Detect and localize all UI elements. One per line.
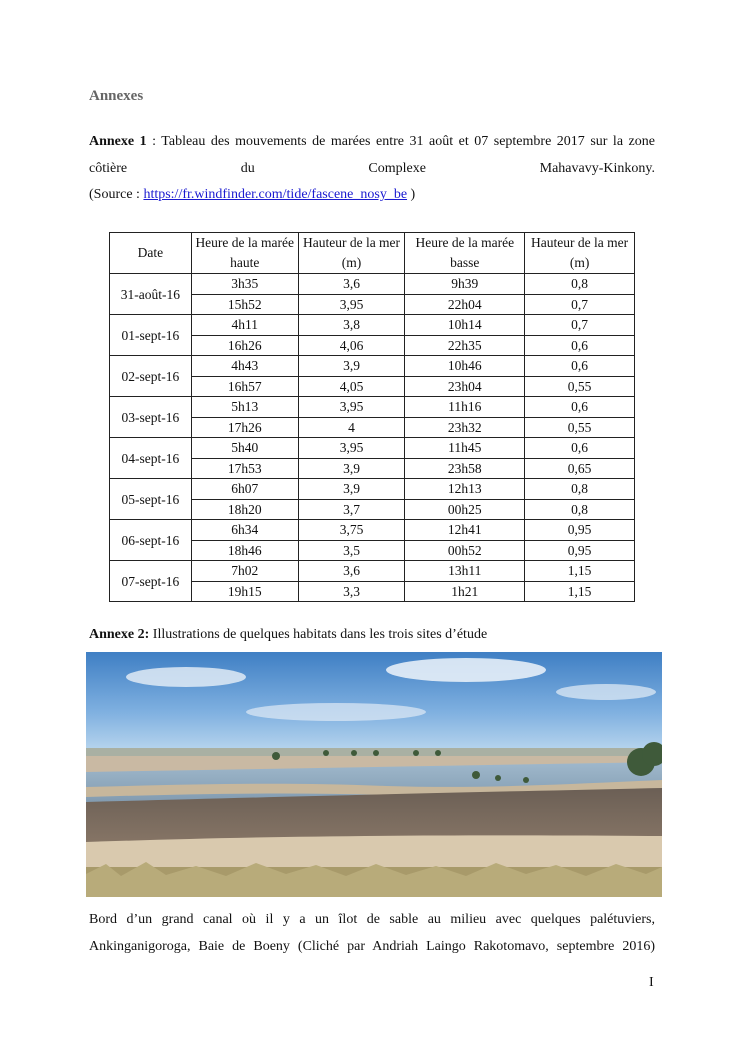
annex1-description: : Tableau des mouvements de marées entre 31 août et 07 septembre 2017 sur la zone côtière du Complexe Mahavavy-Kinkony. (89, 134, 655, 176)
date-cell: 01-sept-16 (110, 315, 192, 356)
low-tide-height-cell: 0,55 (525, 417, 635, 438)
low-tide-time-cell: 00h52 (405, 540, 525, 561)
table-row (110, 356, 635, 377)
high-tide-height-cell: 4 (298, 417, 405, 438)
low-tide-time-cell: 22h35 (405, 335, 525, 356)
low-tide-height-cell: 0,65 (525, 458, 635, 479)
high-tide-height-cell: 4,06 (298, 335, 405, 356)
date-cell: 05-sept-16 (110, 479, 192, 520)
source-suffix: ) (407, 187, 416, 202)
high-tide-time-cell: 17h26 (191, 417, 298, 438)
date-cell: 31-août-16 (110, 274, 192, 315)
low-tide-time-cell: 23h04 (405, 376, 525, 397)
low-tide-time-cell: 1h21 (405, 581, 525, 602)
header-high-tide-height: Hauteur de la mer (m) (298, 233, 405, 274)
header-date: Date (110, 233, 192, 274)
high-tide-height-cell: 3,9 (298, 458, 405, 479)
high-tide-height-cell: 3,95 (298, 397, 405, 418)
table-row (110, 315, 635, 336)
high-tide-height-cell: 3,95 (298, 438, 405, 459)
low-tide-time-cell: 11h16 (405, 397, 525, 418)
high-tide-height-cell: 3,8 (298, 315, 405, 336)
low-tide-time-cell: 13h11 (405, 561, 525, 582)
photo-caption: Bord d’un grand canal où il y a un îlot de sable au milieu avec quelques palétuviers, Ankinganigoroga, Baie de Boeny (Cliché par Andriah Laingo Rakotomavo, septembre 2016) (89, 912, 655, 954)
table-row (110, 520, 635, 541)
table-row (110, 561, 635, 582)
high-tide-time-cell: 6h07 (191, 479, 298, 500)
annex2-label: Annexe 2: (89, 627, 150, 642)
high-tide-height-cell: 3,7 (298, 499, 405, 520)
low-tide-time-cell: 23h58 (405, 458, 525, 479)
high-tide-time-cell: 16h26 (191, 335, 298, 356)
low-tide-height-cell: 0,8 (525, 274, 635, 295)
habitat-photo-illustration (86, 652, 662, 897)
low-tide-height-cell: 0,95 (525, 540, 635, 561)
low-tide-time-cell: 10h46 (405, 356, 525, 377)
habitat-photo (86, 652, 662, 897)
high-tide-time-cell: 4h11 (191, 315, 298, 336)
date-cell: 02-sept-16 (110, 356, 192, 397)
low-tide-time-cell: 9h39 (405, 274, 525, 295)
low-tide-height-cell: 0,8 (525, 499, 635, 520)
low-tide-height-cell: 0,6 (525, 438, 635, 459)
high-tide-height-cell: 3,75 (298, 520, 405, 541)
page-heading: Annexes (89, 88, 144, 104)
table-row (110, 274, 635, 295)
high-tide-time-cell: 19h15 (191, 581, 298, 602)
high-tide-time-cell: 18h20 (191, 499, 298, 520)
high-tide-time-cell: 4h43 (191, 356, 298, 377)
high-tide-time-cell: 3h35 (191, 274, 298, 295)
low-tide-time-cell: 10h14 (405, 315, 525, 336)
high-tide-time-cell: 7h02 (191, 561, 298, 582)
header-low-tide-height: Hauteur de la mer (m) (525, 233, 635, 274)
high-tide-time-cell: 17h53 (191, 458, 298, 479)
high-tide-time-cell: 16h57 (191, 376, 298, 397)
low-tide-time-cell: 12h13 (405, 479, 525, 500)
high-tide-time-cell: 15h52 (191, 294, 298, 315)
low-tide-height-cell: 0,7 (525, 315, 635, 336)
date-cell: 04-sept-16 (110, 438, 192, 479)
low-tide-height-cell: 0,7 (525, 294, 635, 315)
table-row (110, 397, 635, 418)
table-row (110, 479, 635, 500)
low-tide-time-cell: 11h45 (405, 438, 525, 459)
high-tide-height-cell: 3,6 (298, 561, 405, 582)
page-number: I (649, 975, 654, 990)
low-tide-height-cell: 0,55 (525, 376, 635, 397)
low-tide-height-cell: 1,15 (525, 561, 635, 582)
low-tide-height-cell: 1,15 (525, 581, 635, 602)
date-cell: 07-sept-16 (110, 561, 192, 602)
low-tide-time-cell: 22h04 (405, 294, 525, 315)
high-tide-height-cell: 3,3 (298, 581, 405, 602)
high-tide-height-cell: 4,05 (298, 376, 405, 397)
annex1-label: Annexe 1 (89, 134, 147, 149)
date-cell: 03-sept-16 (110, 397, 192, 438)
table-header-row (110, 233, 635, 274)
low-tide-time-cell: 00h25 (405, 499, 525, 520)
high-tide-height-cell: 3,5 (298, 540, 405, 561)
high-tide-height-cell: 3,9 (298, 479, 405, 500)
source-prefix: (Source : (89, 187, 144, 202)
annex2-paragraph (89, 621, 655, 648)
low-tide-height-cell: 0,6 (525, 397, 635, 418)
low-tide-height-cell: 0,6 (525, 335, 635, 356)
tide-table-body (110, 274, 635, 602)
low-tide-height-cell: 0,8 (525, 479, 635, 500)
high-tide-time-cell: 6h34 (191, 520, 298, 541)
low-tide-time-cell: 23h32 (405, 417, 525, 438)
high-tide-height-cell: 3,95 (298, 294, 405, 315)
high-tide-time-cell: 5h13 (191, 397, 298, 418)
annex2-description: Illustrations de quelques habitats dans les trois sites d’étude (149, 627, 488, 642)
high-tide-height-cell: 3,9 (298, 356, 405, 377)
high-tide-time-cell: 5h40 (191, 438, 298, 459)
low-tide-height-cell: 0,95 (525, 520, 635, 541)
source-line (89, 181, 655, 208)
header-low-tide-time: Heure de la marée basse (405, 233, 525, 274)
low-tide-height-cell: 0,6 (525, 356, 635, 377)
date-cell: 06-sept-16 (110, 520, 192, 561)
header-high-tide-time: Heure de la marée haute (191, 233, 298, 274)
table-row (110, 438, 635, 459)
tide-table (109, 232, 635, 602)
source-link[interactable]: https://fr.windfinder.com/tide/fascene_nosy_be (143, 187, 408, 202)
low-tide-time-cell: 12h41 (405, 520, 525, 541)
high-tide-time-cell: 18h46 (191, 540, 298, 561)
high-tide-height-cell: 3,6 (298, 274, 405, 295)
